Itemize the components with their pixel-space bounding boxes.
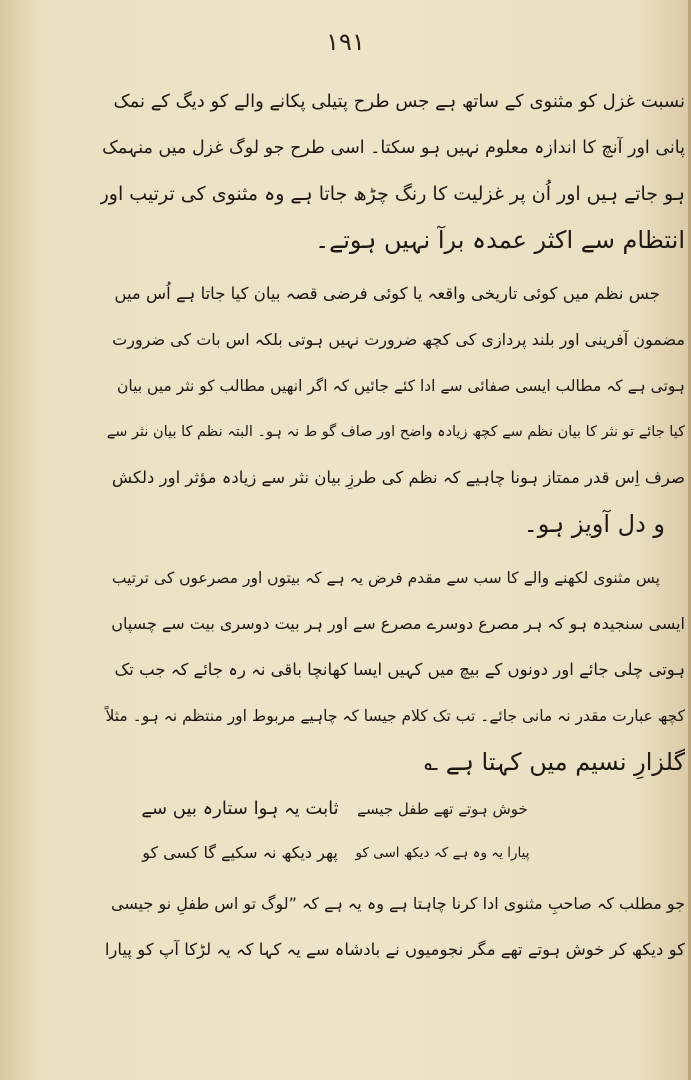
text-line: ہوتی چلی جائے اور دونوں کے بیچ میں کہیں ایسا کھانچا باقی نہ رہ جائے کہ جب تک xyxy=(114,660,685,679)
text-line: ہو جاتے ہیں اور اُن پر غزلیت کا رنگ چڑھ جاتا ہے وہ مثنوی کی ترتیب اور xyxy=(100,183,685,205)
text-line: کچھ عبارت مقدر نہ مانی جائے۔ تب تک کلام جیسا کہ چاہیے مربوط اور منتظم نہ ہو۔ مثلاً xyxy=(105,707,685,725)
text-line: ایسی سنجیدہ ہو کہ ہر مصرع دوسرے مصرع سے اور ہر بیت دوسری بیت سے چسپاں xyxy=(111,614,685,633)
text-line: جس نظم میں کوئی تاریخی واقعہ یا کوئی فرضی قصہ بیان کیا جاتا ہے اُس میں xyxy=(114,284,660,303)
verse-first-half: خوش ہوتے تھے طفل جیسے xyxy=(357,800,528,818)
verse-first-half: پیارا یہ وہ ہے کہ دیکھ اسی کو xyxy=(355,845,530,861)
text-line: انتظام سے اکثر عمدہ برآ نہیں ہوتے۔ xyxy=(315,226,685,254)
text-line: نسبت غزل کو مثنوی کے ساتھ ہے جس طرح پتیلی پکانے والے کو دیگ کے نمک xyxy=(113,91,685,112)
text-line: پانی اور آنچ کا اندازہ معلوم نہیں ہو سکتا۔ اسی طرح جو لوگ غزل میں منہمک xyxy=(102,138,685,158)
text-line: جو مطلب کہ صاحبِ مثنوی ادا کرنا چاہتا ہے وہ یہ ہے کہ ”لوگ تو اس طفلِ نو جیسی xyxy=(111,894,685,913)
verse-second-half: پھر دیکھ نہ سکیے گا کسی کو xyxy=(142,843,338,862)
text-line: صرف اِس قدر ممتاز ہونا چاہیے کہ نظم کی طرزِ بیان نثر سے زیادہ مؤثر اور دلکش xyxy=(111,468,685,487)
text-line: ہوتی ہے کہ مطالب ایسی صفائی سے ادا کئے جائیں کہ اگر انھیں مطالب کو نثر میں بیان xyxy=(117,377,685,395)
verse-second-half: ثابت یہ ہوا ستارہ بیں سے xyxy=(141,798,339,819)
text-line: و دل آویز ہو۔ xyxy=(523,510,665,538)
text-line: مضمون آفرینی اور بلند پردازی کی کچھ ضرورت نہیں ہوتی بلکہ اس بات کی ضرورت xyxy=(112,330,685,349)
text-line: گلزارِ نسیم میں کہتا ہے ؎ xyxy=(424,748,685,776)
text-line: کو دیکھ کر خوش ہوتے تھے مگر نجومیوں نے بادشاہ سے یہ کہا کہ یہ لڑکا آپ کو پیارا xyxy=(104,940,685,959)
text-line: کیا جائے تو نثر کا بیان نظم سے کچھ زیادہ واضح اور صاف گو ط نہ ہو۔ البتہ نظم کا بیان نثر سے xyxy=(106,424,685,440)
page-number: ۱۹۱ xyxy=(326,28,365,56)
text-line: پس مثنوی لکھنے والے کا سب سے مقدم فرض یہ ہے کہ بیتوں اور مصرعوں کی ترتیب xyxy=(111,569,660,587)
